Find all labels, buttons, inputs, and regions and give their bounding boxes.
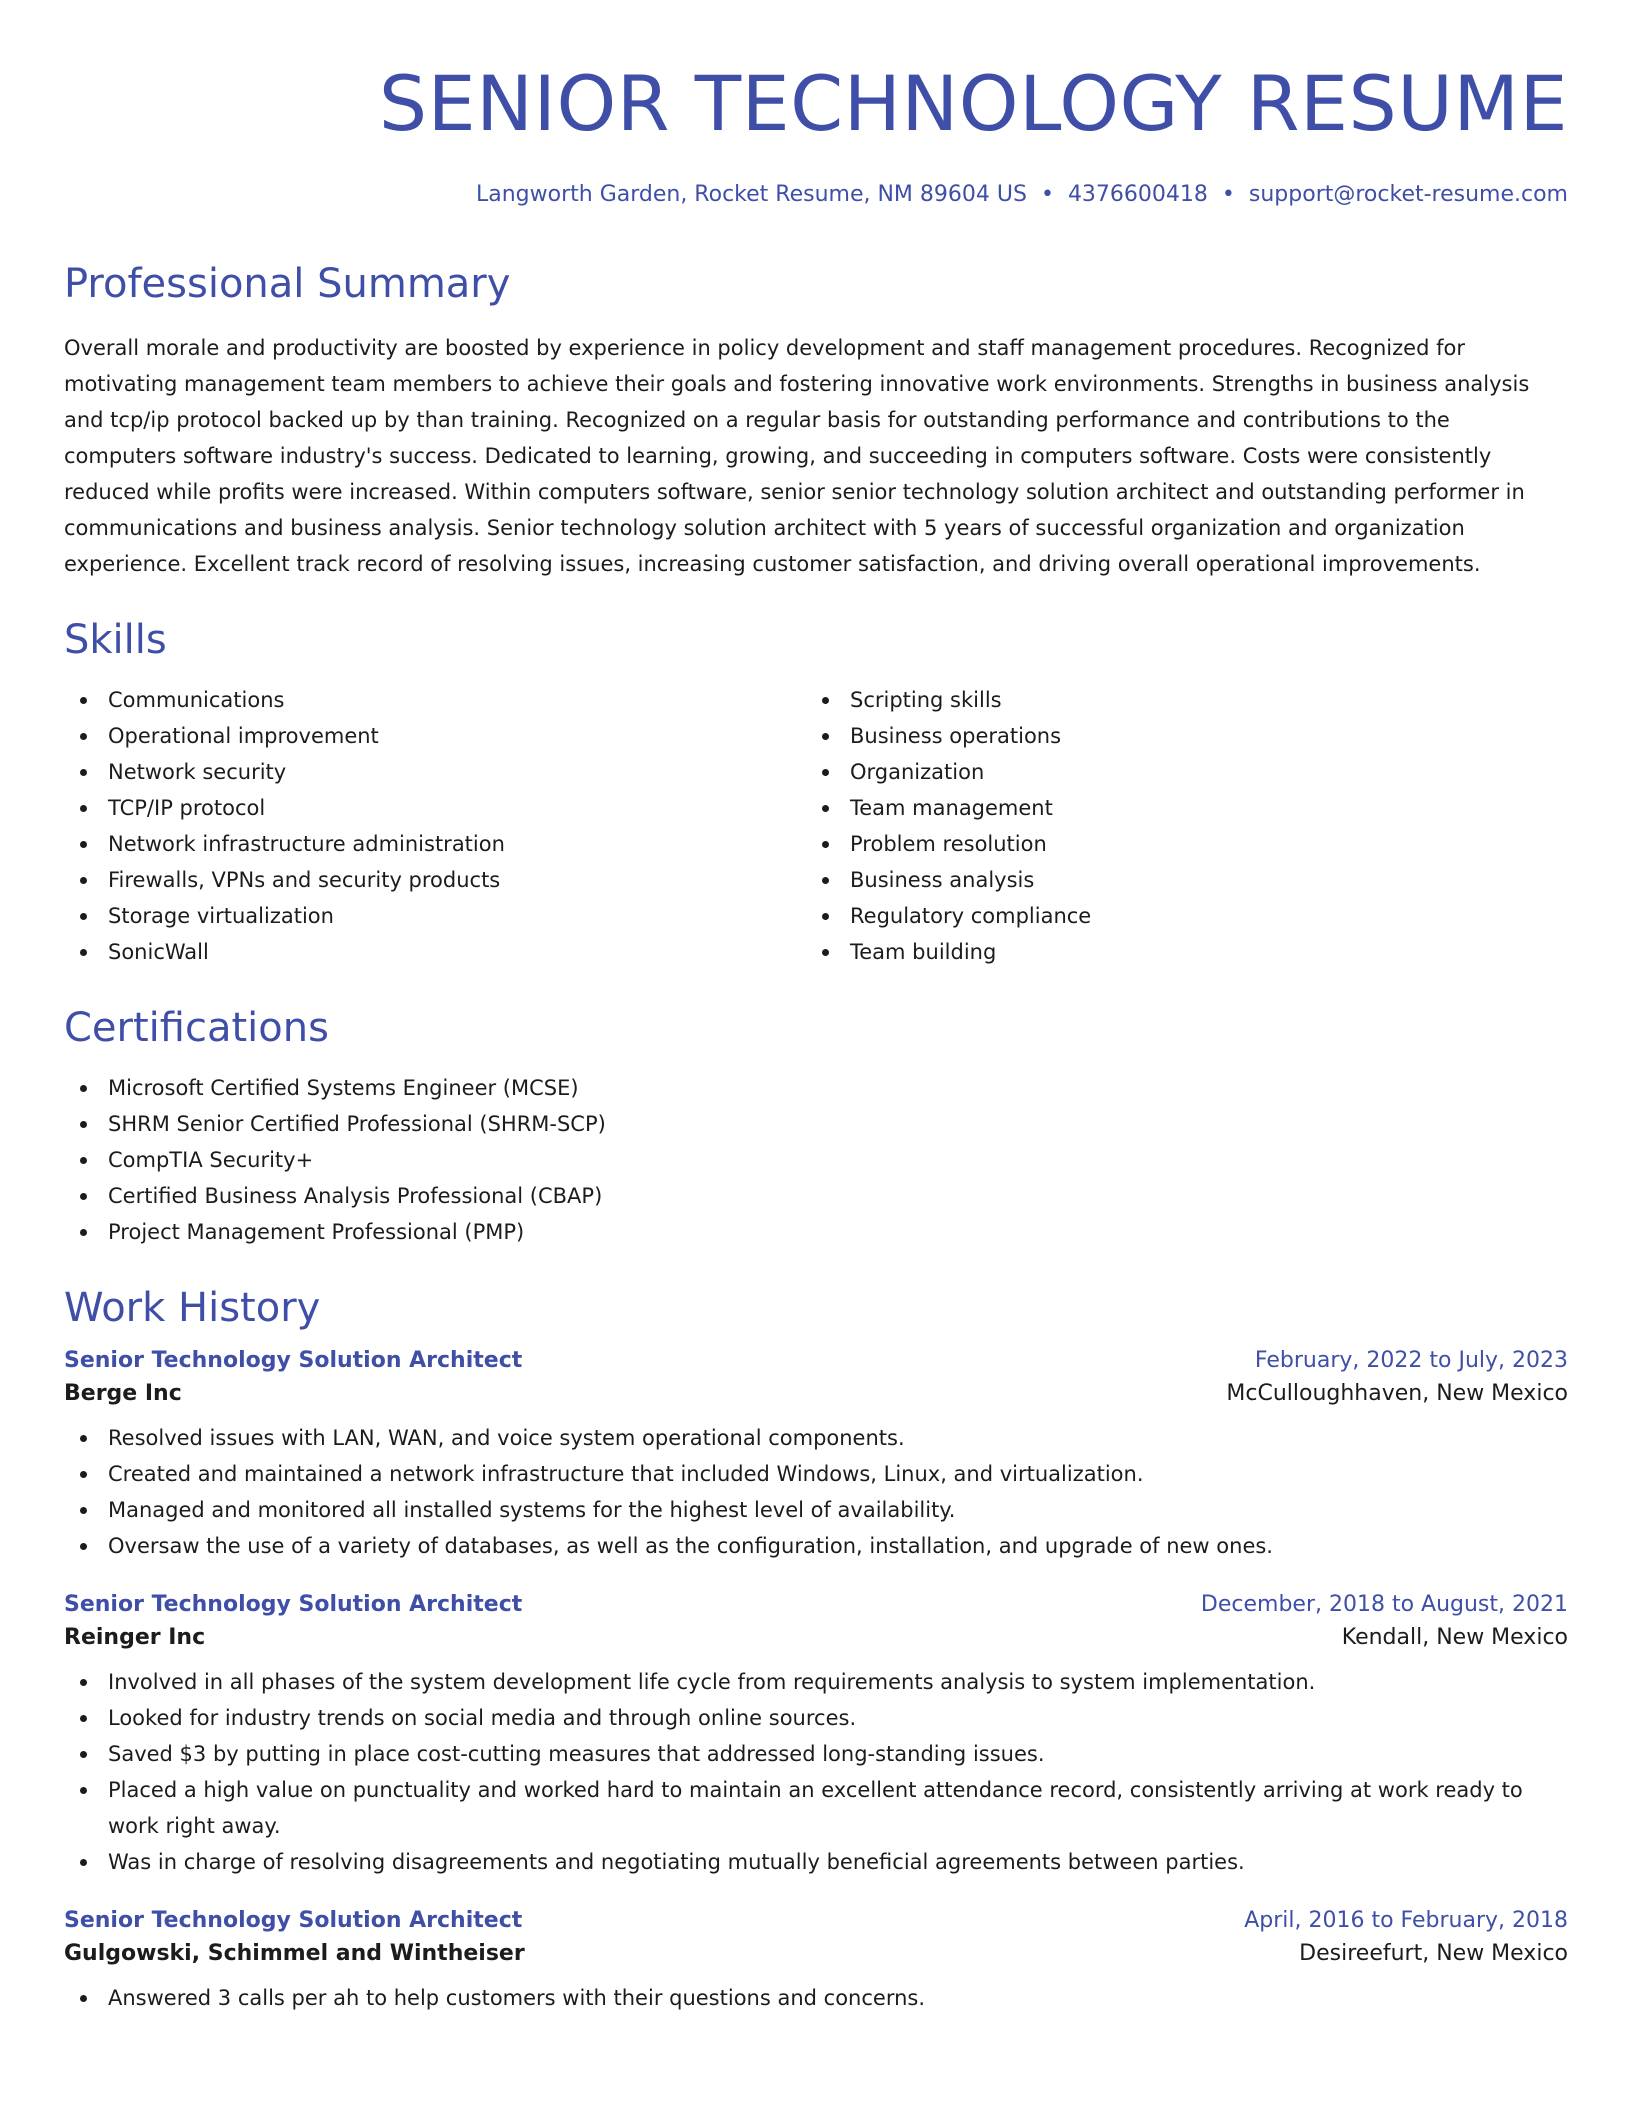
job-entry <box>64 1348 1568 1564</box>
job-duty-item: Answered 3 calls per ah to help customers with their questions and concerns. <box>64 1980 1568 2016</box>
skill-item: TCP/IP protocol <box>64 790 806 826</box>
job-duties-list <box>64 1980 1568 2016</box>
skill-item: Team management <box>806 790 1548 826</box>
job-duty-item: Placed a high value on punctuality and worked hard to maintain an excellent attendance record, consistently arriving at work ready to work right away. <box>64 1772 1568 1844</box>
skills-heading: Skills <box>64 617 167 663</box>
job-dates: April, 2016 to February, 2018 <box>1244 1908 1568 1933</box>
skill-item: Organization <box>806 754 1548 790</box>
certification-item: Project Management Professional (PMP) <box>64 1214 1568 1250</box>
job-duty-item: Oversaw the use of a variety of databases, as well as the configuration, installation, and upgrade of new ones. <box>64 1528 1568 1564</box>
certifications-list <box>64 1070 1568 1250</box>
separator-dot: • <box>1221 182 1235 207</box>
phone-text: 4376600418 <box>1067 182 1208 207</box>
summary-text: Overall morale and productivity are boosted by experience in policy development and staff management procedures. Recognized for motivating management team members to achieve their goals and fostering innovative work environments. Strengths in business analysis and tcp/ip protocol backed up by than training. Recognized on a regular basis for outstanding performance and contributions to the computers software industry's success. Dedicated to learning, growing, and succeeding in computers software. Costs were consistently reduced while profits were increased. Within computers software, senior senior technology solution architect and outstanding performer in communications and business analysis. Senior technology solution architect with 5 years of successful organization and organization experience. Excellent track record of resolving issues, increasing customer satisfaction, and driving overall operational improvements. <box>64 336 1530 576</box>
resume-title: SENIOR TECHNOLOGY RESUME <box>378 59 1568 148</box>
job-header-row <box>64 1908 1568 1933</box>
summary-heading: Professional Summary <box>64 261 511 307</box>
job-duty-item: Looked for industry trends on social media and through online sources. <box>64 1700 1568 1736</box>
certification-item: Microsoft Certified Systems Engineer (MCSE) <box>64 1070 1568 1106</box>
contact-line <box>64 182 1568 212</box>
job-location: Kendall, New Mexico <box>1341 1625 1568 1650</box>
job-duty-item: Created and maintained a network infrastructure that included Windows, Linux, and virtualization. <box>64 1456 1568 1492</box>
job-company-row <box>64 1941 1568 1966</box>
email-link[interactable]: support@rocket-resume.com <box>1248 182 1568 207</box>
job-duty-item: Managed and monitored all installed systems for the highest level of availability. <box>64 1492 1568 1528</box>
job-title: Senior Technology Solution Architect <box>64 1908 523 1933</box>
skill-item: Business analysis <box>806 862 1548 898</box>
skill-item: Operational improvement <box>64 718 806 754</box>
address-text: Langworth Garden, Rocket Resume, NM 89604 US <box>475 182 1027 207</box>
skill-item: Firewalls, VPNs and security products <box>64 862 806 898</box>
skill-item: Business operations <box>806 718 1548 754</box>
job-duties-list <box>64 1664 1568 1880</box>
job-entry <box>64 1592 1568 1880</box>
skill-item: Network security <box>64 754 806 790</box>
separator-dot: • <box>1040 182 1054 207</box>
job-header-row <box>64 1592 1568 1617</box>
skill-item: SonicWall <box>64 934 806 970</box>
skills-column-right <box>806 682 1548 970</box>
job-duties-list <box>64 1420 1568 1564</box>
certification-item: CompTIA Security+ <box>64 1142 1568 1178</box>
skill-item: Team building <box>806 934 1548 970</box>
skill-item: Communications <box>64 682 806 718</box>
job-company-row <box>64 1625 1568 1650</box>
certifications-heading: Certifications <box>64 1005 329 1051</box>
job-header-row <box>64 1348 1568 1373</box>
skills-list <box>64 682 1568 970</box>
job-company: Berge Inc <box>64 1381 182 1406</box>
skill-item: Regulatory compliance <box>806 898 1548 934</box>
work-history-heading: Work History <box>64 1285 321 1331</box>
job-title: Senior Technology Solution Architect <box>64 1592 523 1617</box>
job-location: Desireefurt, New Mexico <box>1299 1941 1568 1966</box>
job-duty-item: Involved in all phases of the system development life cycle from requirements analysis to system implementation. <box>64 1664 1568 1700</box>
job-entry <box>64 1908 1568 2016</box>
job-dates: February, 2022 to July, 2023 <box>1254 1348 1568 1373</box>
skill-item: Problem resolution <box>806 826 1548 862</box>
certification-item: SHRM Senior Certified Professional (SHRM-SCP) <box>64 1106 1568 1142</box>
resume-page <box>64 0 1568 2016</box>
job-duty-item: Saved $3 by putting in place cost-cutting measures that addressed long-standing issues. <box>64 1736 1568 1772</box>
job-dates: December, 2018 to August, 2021 <box>1200 1592 1568 1617</box>
job-company: Gulgowski, Schimmel and Wintheiser <box>64 1941 525 1966</box>
certification-item: Certified Business Analysis Professional (CBAP) <box>64 1178 1568 1214</box>
work-history-list <box>64 1348 1568 2016</box>
job-title: Senior Technology Solution Architect <box>64 1348 523 1373</box>
skill-item: Scripting skills <box>806 682 1548 718</box>
job-company-row <box>64 1381 1568 1406</box>
job-duty-item: Resolved issues with LAN, WAN, and voice system operational components. <box>64 1420 1568 1456</box>
skill-item: Storage virtualization <box>64 898 806 934</box>
skill-item: Network infrastructure administration <box>64 826 806 862</box>
job-company: Reinger Inc <box>64 1625 206 1650</box>
skills-column-left <box>64 682 806 970</box>
job-location: McCulloughhaven, New Mexico <box>1226 1381 1568 1406</box>
job-duty-item: Was in charge of resolving disagreements and negotiating mutually beneficial agreements between parties. <box>64 1844 1568 1880</box>
